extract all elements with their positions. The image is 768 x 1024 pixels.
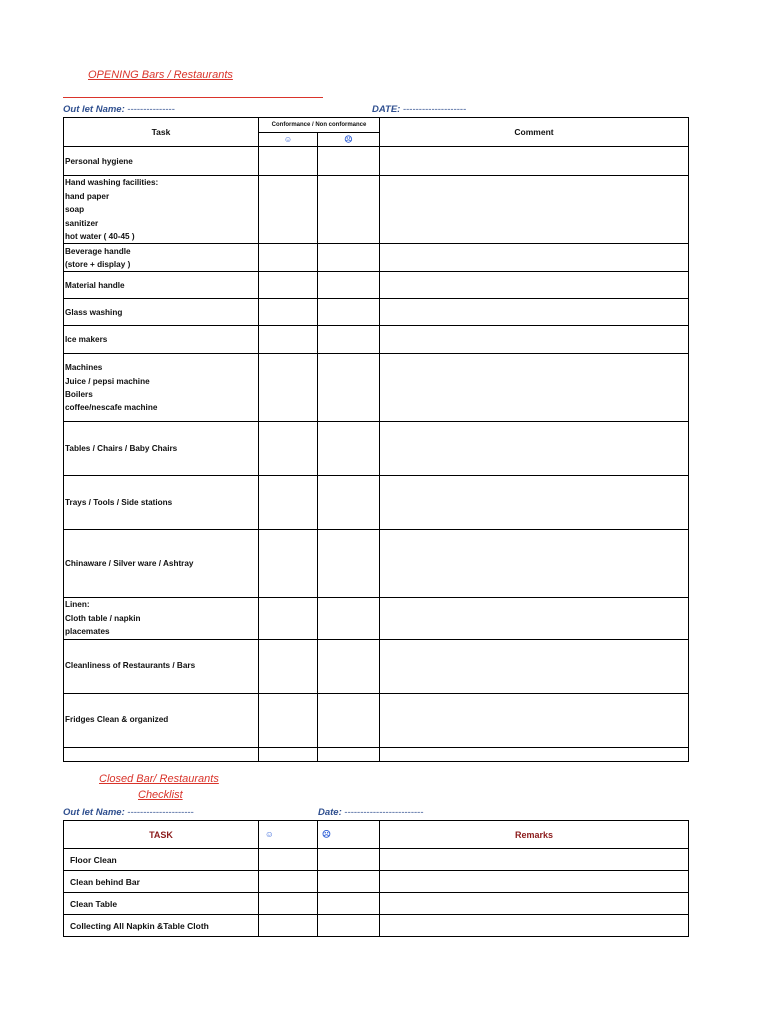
task-cell: Tables / Chairs / Baby Chairs [64,422,259,476]
task-cell: Clean Table [64,893,259,915]
not-done-cell[interactable] [318,893,380,915]
outlet-value: --------------------- [124,807,194,818]
task-cell: Linen: Cloth table / napkin placemates [64,598,259,639]
conformance-cell[interactable] [259,244,318,272]
table-row [64,354,689,422]
table-row [64,326,689,354]
smiley-icon: ☺ [259,133,318,147]
nonconformance-cell[interactable] [318,476,380,530]
comment-cell[interactable] [380,747,689,761]
date-label: Date: [318,807,342,818]
table-row [64,272,689,299]
comment-cell[interactable] [380,476,689,530]
task-header: TASK [64,821,259,849]
conformance-cell[interactable] [259,747,318,761]
task-cell: Chinaware / Silver ware / Ashtray [64,530,259,598]
comment-cell[interactable] [380,693,689,747]
task-header: Task [64,118,259,147]
table-row [64,422,689,476]
table-row [64,244,689,272]
nonconformance-cell[interactable] [318,299,380,326]
table-row [64,147,689,176]
done-cell[interactable] [259,849,318,871]
table-row [64,893,689,915]
table-row [64,176,689,244]
table-row [64,871,689,893]
not-done-cell[interactable] [318,871,380,893]
comment-cell[interactable] [380,326,689,354]
nonconformance-cell[interactable] [318,326,380,354]
comment-cell[interactable] [380,272,689,299]
comment-cell[interactable] [380,598,689,639]
task-cell: Beverage handle (store + display ) [64,244,259,272]
smiley-icon: ☺ [259,821,318,849]
done-cell[interactable] [259,871,318,893]
conformance-cell[interactable] [259,476,318,530]
nonconformance-cell[interactable] [318,354,380,422]
outlet-label: Out let Name: [63,104,125,115]
nonconformance-cell[interactable] [318,422,380,476]
conformance-cell[interactable] [259,326,318,354]
comment-cell[interactable] [380,354,689,422]
table-row [64,693,689,747]
done-cell[interactable] [259,893,318,915]
nonconformance-cell[interactable] [318,693,380,747]
remarks-cell[interactable] [380,893,689,915]
opening-date-line [372,104,466,115]
comment-cell[interactable] [380,530,689,598]
conformance-cell[interactable] [259,693,318,747]
task-cell: Hand washing facilities: hand paper soap sanitizer hot water ( 40-45 ) [64,176,259,244]
table-row [64,747,689,761]
task-cell: Glass washing [64,299,259,326]
table-row [64,849,689,871]
task-cell: Personal hygiene [64,147,259,176]
conformance-cell[interactable] [259,598,318,639]
task-cell: Floor Clean [64,849,259,871]
date-label: DATE: [372,104,401,115]
closed-checklist-table [63,820,689,937]
date-value: ------------------------- [341,807,424,818]
frown-icon: ☹ [318,133,380,147]
conformance-cell[interactable] [259,299,318,326]
task-cell: Material handle [64,272,259,299]
outlet-value: --------------- [124,104,175,115]
done-cell[interactable] [259,915,318,937]
comment-cell[interactable] [380,244,689,272]
closed-subtitle: Checklist [138,789,183,801]
outlet-label: Out let Name: [63,807,125,818]
table-row [64,598,689,639]
nonconformance-cell[interactable] [318,747,380,761]
conformance-cell[interactable] [259,354,318,422]
conformance-cell[interactable] [259,639,318,693]
table-row [64,299,689,326]
comment-cell[interactable] [380,422,689,476]
comment-cell[interactable] [380,147,689,176]
table-row [64,530,689,598]
nonconformance-cell[interactable] [318,176,380,244]
remarks-header: Remarks [380,821,689,849]
conformance-cell[interactable] [259,422,318,476]
remarks-cell[interactable] [380,915,689,937]
closed-outlet-line [63,807,194,818]
nonconformance-cell[interactable] [318,147,380,176]
task-cell: Collecting All Napkin &Table Cloth [64,915,259,937]
task-cell: Trays / Tools / Side stations [64,476,259,530]
task-cell: Clean behind Bar [64,871,259,893]
nonconformance-cell[interactable] [318,639,380,693]
table-row [64,915,689,937]
nonconformance-cell[interactable] [318,244,380,272]
title-divider [63,97,323,98]
task-cell [64,747,259,761]
opening-checklist-table [63,117,689,762]
nonconformance-cell[interactable] [318,598,380,639]
remarks-cell[interactable] [380,871,689,893]
frown-icon: ☹ [318,821,380,849]
task-cell: Machines Juice / pepsi machine Boilers coffee/nescafe machine [64,354,259,422]
task-cell: Ice makers [64,326,259,354]
conformance-cell[interactable] [259,176,318,244]
conformance-cell[interactable] [259,530,318,598]
nonconformance-cell[interactable] [318,530,380,598]
conformance-header: Conformance / Non conformance [259,118,380,133]
comment-header: Comment [380,118,689,147]
comment-cell[interactable] [380,176,689,244]
conformance-cell[interactable] [259,272,318,299]
opening-title: OPENING Bars / Restaurants [88,69,233,81]
conformance-cell[interactable] [259,147,318,176]
comment-cell[interactable] [380,639,689,693]
remarks-cell[interactable] [380,849,689,871]
not-done-cell[interactable] [318,849,380,871]
table-row [64,639,689,693]
closed-title: Closed Bar/ Restaurants [99,773,219,785]
closed-date-line [318,807,424,818]
nonconformance-cell[interactable] [318,272,380,299]
comment-cell[interactable] [380,299,689,326]
not-done-cell[interactable] [318,915,380,937]
task-cell: Cleanliness of Restaurants / Bars [64,639,259,693]
task-cell: Fridges Clean & organized [64,693,259,747]
table-row [64,476,689,530]
opening-outlet-line [63,104,175,115]
date-value: -------------------- [400,104,467,115]
